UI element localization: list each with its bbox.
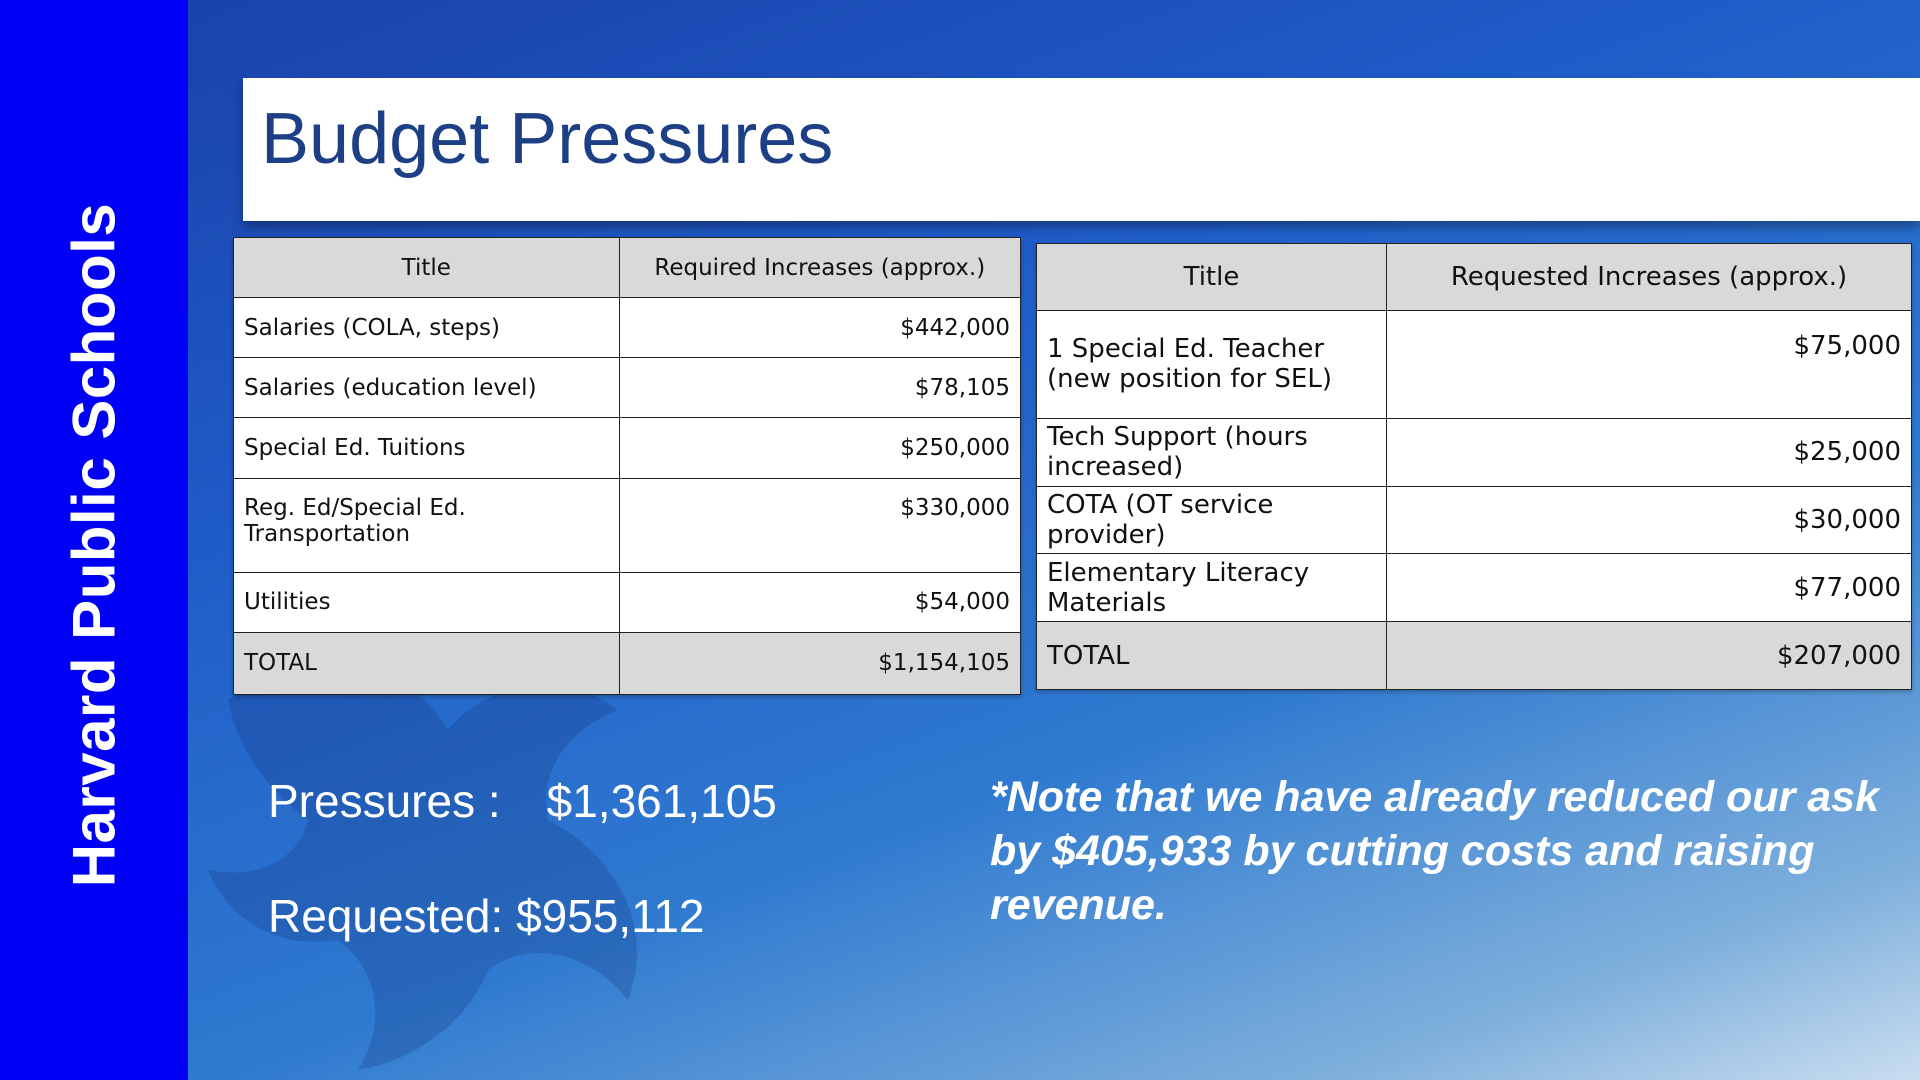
pressures-summary xyxy=(268,774,777,828)
column-header-requested-increases: Requested Increases (approx.) xyxy=(1387,244,1912,311)
table-row xyxy=(234,572,1021,632)
row-amount: $330,000 xyxy=(619,478,1020,572)
table-row xyxy=(234,418,1021,478)
title-banner xyxy=(243,78,1920,221)
pressures-label: Pressures : xyxy=(268,775,501,827)
row-title: COTA (OT service provider) xyxy=(1037,486,1387,554)
table-row xyxy=(1037,310,1912,418)
row-title: 1 Special Ed. Teacher (new position for SEL) xyxy=(1037,310,1387,418)
total-label: TOTAL xyxy=(1037,622,1387,690)
table-row xyxy=(234,298,1021,358)
row-amount: $54,000 xyxy=(619,572,1020,632)
pressures-value: $1,361,105 xyxy=(546,775,777,827)
required-increases-table xyxy=(233,237,1021,695)
column-header-required-increases: Required Increases (approx.) xyxy=(619,238,1020,298)
table-header-row xyxy=(234,238,1021,298)
required-increases-panel xyxy=(233,237,1021,695)
requested-summary xyxy=(268,889,705,943)
row-title: Reg. Ed/Special Ed. Transportation xyxy=(234,478,620,572)
cost-reduction-note: *Note that we have already reduced our ask by $405,933 by cutting costs and raising revenue. xyxy=(990,773,1879,929)
table-header-row xyxy=(1037,244,1912,311)
row-title: Salaries (education level) xyxy=(234,358,620,418)
total-row xyxy=(234,632,1021,694)
row-title: Elementary Literacy Materials xyxy=(1037,554,1387,622)
row-amount: $75,000 xyxy=(1387,310,1912,418)
table-row xyxy=(1037,418,1912,486)
row-title: Utilities xyxy=(234,572,620,632)
sidebar-band xyxy=(0,0,188,1080)
row-amount: $30,000 xyxy=(1387,486,1912,554)
table-row xyxy=(1037,486,1912,554)
school-name: Harvard Public Schools xyxy=(60,202,128,888)
row-amount: $442,000 xyxy=(619,298,1020,358)
row-amount: $250,000 xyxy=(619,418,1020,478)
row-title: Special Ed. Tuitions xyxy=(234,418,620,478)
table-row xyxy=(234,358,1021,418)
total-amount: $207,000 xyxy=(1387,622,1912,690)
total-row xyxy=(1037,622,1912,690)
requested-increases-panel xyxy=(1036,243,1912,690)
column-header-title: Title xyxy=(234,238,620,298)
page-title: Budget Pressures xyxy=(261,99,834,179)
requested-value: $955,112 xyxy=(516,890,705,942)
table-row xyxy=(234,478,1021,572)
column-header-title: Title xyxy=(1037,244,1387,311)
row-title: Tech Support (hours increased) xyxy=(1037,418,1387,486)
row-amount: $77,000 xyxy=(1387,554,1912,622)
requested-label: Requested: xyxy=(268,890,504,942)
table-row xyxy=(1037,554,1912,622)
row-amount: $25,000 xyxy=(1387,418,1912,486)
requested-increases-table xyxy=(1036,243,1912,690)
total-amount: $1,154,105 xyxy=(619,632,1020,694)
row-amount: $78,105 xyxy=(619,358,1020,418)
total-label: TOTAL xyxy=(234,632,620,694)
row-title: Salaries (COLA, steps) xyxy=(234,298,620,358)
